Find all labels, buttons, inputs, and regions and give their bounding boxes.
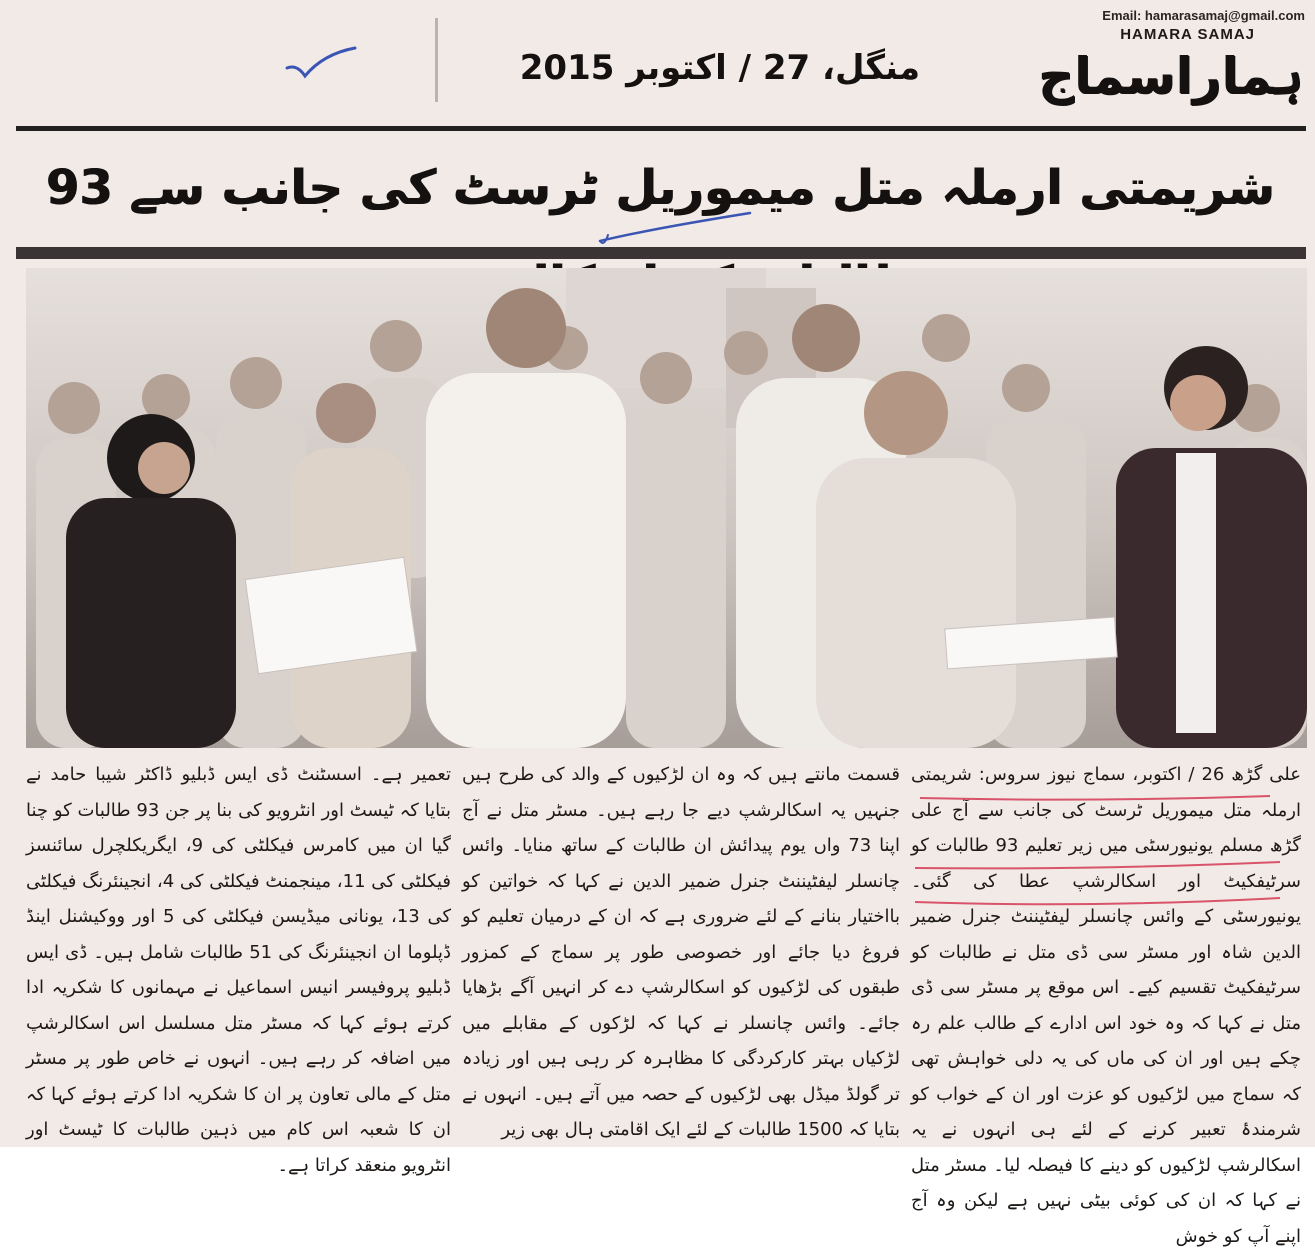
red-pen-underlines <box>910 790 1290 940</box>
news-photo-illustration <box>26 268 1307 748</box>
date-line: منگل، 27 / اکتوبر 2015 <box>519 48 920 88</box>
masthead-email: Email: hamarasamaj@gmail.com <box>1102 8 1305 23</box>
article-column-3-text: تعمیر ہے۔ اسسٹنٹ ڈی ایس ڈبلیو ڈاکٹر شیبا حامد نے بتایا کہ ٹیسٹ اور انٹرویو کی بنا پر جن 93 طالبات کو چنا گیا ان میں کامرس فیکلٹی کی 9، ایگریکلچرل سائنسز فیکلٹی کی 11، مینجمنٹ فیکلٹی کی 4، انجینئرنگ فیکلٹی کی 13، یونانی میڈیسن فیکلٹی کی 5 اور ووکیشنل اینڈ ڈپلوما ان انجینئرنگ کی 51 طالبات شامل ہیں۔ ڈی ایس ڈبلیو پروفیسر انیس اسماعیل نے مہمانوں کا شکریہ ادا کرتے ہوئے کہا کہ مسٹر متل مسلسل اس اسکالرشپ میں اضافہ کر رہے ہیں۔ انہوں نے خاص طور پر مسٹر متل کے مالی تعاون پر ان کا شکریہ ادا کرتے ہوئے کہا کہ ان کا شعبہ اس کام میں ذہین طالبات کا ٹیسٹ اور انٹرویو منعقد کراتا ہے۔ <box>26 764 452 1176</box>
masthead-name-english: HAMARA SAMAJ <box>1120 26 1255 43</box>
news-photo <box>26 268 1307 748</box>
article-column-1-text: علی گڑھ 26 / اکتوبر، سماج نیوز سروس: شریمتی ارملہ متل میموریل ٹرسٹ کی جانب سے آج علی گڑھ مسلم یونیورسٹی میں زیر تعلیم 93 طالبات کو سرٹیفکیٹ اور اسکالرشپ عطا کی گئی۔ یونیورسٹی کے وائس چانسلر لیفٹیننٹ جنرل ضمیر الدین شاہ اور مسٹر سی ڈی متل نے طالبات کو سرٹیفکیٹ تقسیم کیے۔ اس موقع پر مسٹر سی ڈی متل نے کہا کہ وہ خود اس ادارے کے طالب علم رہ چکے ہیں اور ان کی ماں کی یہ دلی خواہش تھی کہ سماج میں لڑکیوں کو عزت اور ان کے خواب کو شرمندۂ تعبیر کرنے کے لئے ہی انہوں نے یہ اسکالرشپ لڑکیوں کو دینے کا فیصلہ لیا۔ مسٹر متل نے کہا کہ ان کی کوئی بیٹی نہیں ہے لیکن وہ آج اپنے آپ کو خوش <box>911 764 1302 1247</box>
article-column-3 <box>26 757 452 1176</box>
headline: شریمتی ارملہ متل میموریل ٹرسٹ کی جانب سے 93 <box>45 160 1275 216</box>
article-column-2-text: قسمت مانتے ہیں کہ وہ ان لڑکیوں کے والد کی طرح ہیں جنہیں یہ اسکالرشپ دیے جا رہے ہیں۔ مسٹر متل نے آج اپنا 73 واں یوم پیدائش ان طالبات کے ساتھ منایا۔ وائس چانسلر لیفٹیننٹ جنرل ضمیر الدین نے کہا کہ خواتین کو بااختیار بنانے کے لئے ضروری ہے کہ ان کے درمیان تعلیم کو فروغ دیا جائے اور خصوصی طور پر سماج کے کمزور طبقوں کی لڑکیوں کو اسکالرشپ دے کر انہیں آگے بڑھایا جائے۔ وائس چانسلر نے کہا کہ لڑکوں کے مقابلے میں لڑکیاں بہتر کارکردگی کا مظاہرہ کر رہی ہیں اور زیادہ تر گولڈ میڈل بھی لڑکیوں کے حصہ میں آتے ہیں۔ انہوں نے بتایا کہ 1500 طالبات کے لئے ایک اقامتی ہال بھی زیر <box>462 764 901 1140</box>
headline-bottom-rule <box>16 247 1306 259</box>
article-column-2 <box>462 757 900 1147</box>
headline-top-rule <box>16 126 1306 131</box>
tick-mark-icon <box>283 44 363 84</box>
masthead-name-urdu: ہماراسماج <box>1037 47 1303 105</box>
